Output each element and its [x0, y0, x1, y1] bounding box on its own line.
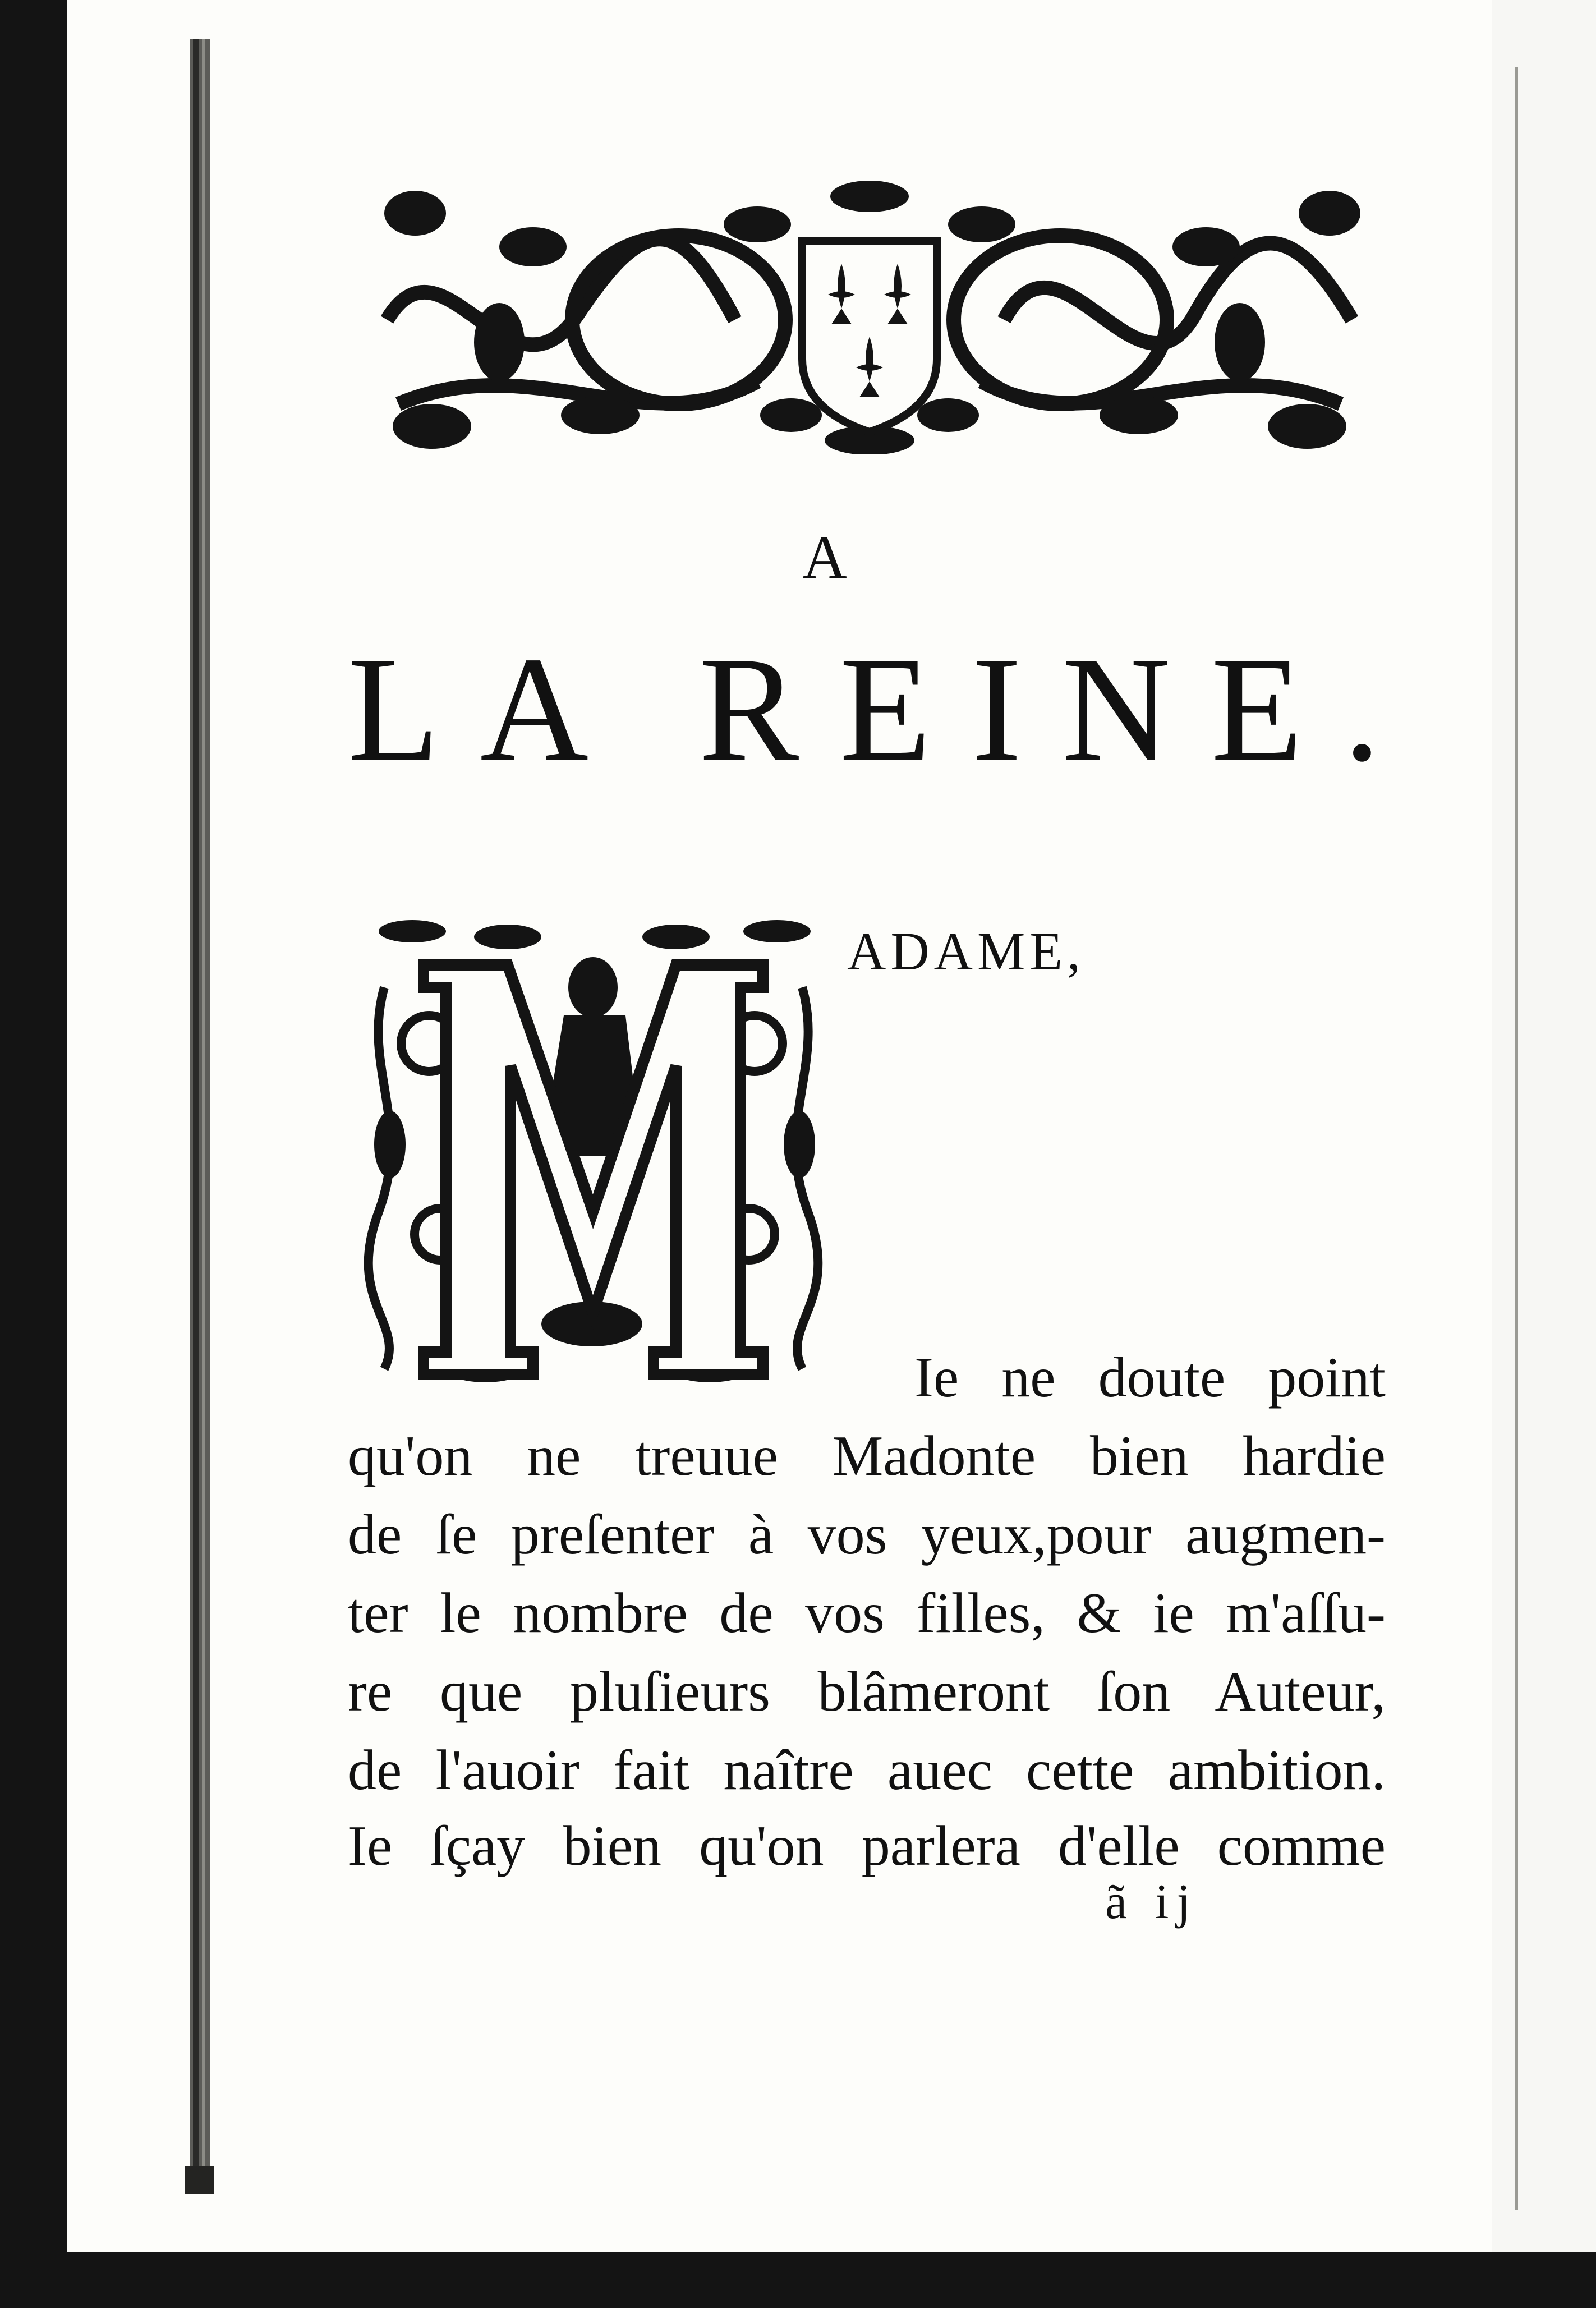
- book-page: [67, 0, 1503, 2252]
- fleur-de-lis-shield-ornament-icon: [365, 180, 1374, 454]
- text-line-7: Ie ſçay bien qu'on parlera d'elle comme: [348, 1814, 1386, 1878]
- text-line-4: ter le nombre de vos filles, & ie m'aſſu-: [348, 1581, 1386, 1645]
- decorated-letter-m-icon: [362, 920, 825, 1391]
- text-line-5: re que pluſieurs blâmeront ſon Auteur,: [348, 1660, 1386, 1723]
- scan-frame-bottom: [0, 2252, 1596, 2308]
- signature-mark: ã ij: [1105, 1875, 1198, 1929]
- text-line-6: de l'auoir fait naître auec cette ambition.: [348, 1739, 1386, 1802]
- page-edge-line: [1515, 67, 1518, 2210]
- page-edge: [1492, 0, 1596, 2252]
- scan-frame-left: [0, 0, 67, 2308]
- page-title: LA REINE.: [348, 626, 1422, 792]
- text-line-1: Ie ne doute point: [914, 1346, 1386, 1409]
- salutation: ADAME,: [847, 921, 1085, 981]
- title-prefix: A: [802, 523, 847, 591]
- text-line-2: qu'on ne treuue Madonte bien hardie: [348, 1424, 1386, 1488]
- text-line-3: de ſe preſenter à vos yeux,pour augmen-: [348, 1503, 1386, 1566]
- book-gutter: [185, 39, 214, 2194]
